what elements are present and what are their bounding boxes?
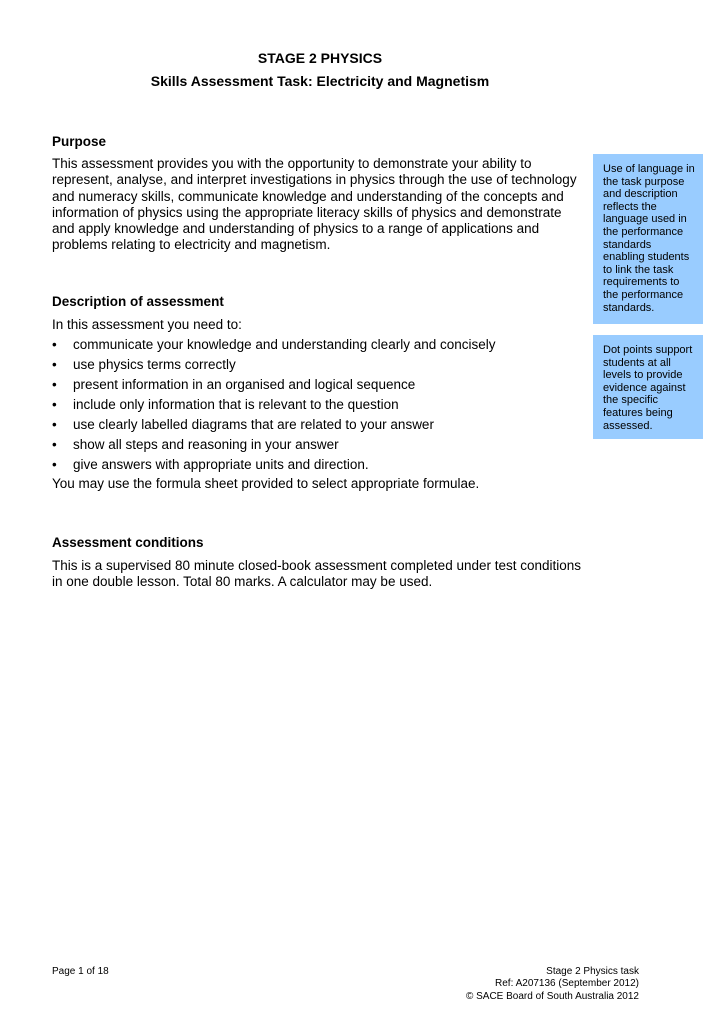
list-item xyxy=(52,357,587,377)
bullet-icon: • xyxy=(52,377,57,392)
sidebar-note-dot-points: Dot points support students at all levels to provide evidence against the specific features being assessed. xyxy=(593,335,703,439)
formula-sheet-note: You may use the formula sheet provided to select appropriate formulae. xyxy=(52,476,480,491)
description-intro: In this assessment you need to: xyxy=(52,317,242,332)
list-item xyxy=(52,337,587,357)
footer-copyright: © SACE Board of South Australia 2012 xyxy=(465,990,639,1002)
list-item xyxy=(52,377,587,397)
bullet-icon: • xyxy=(52,457,57,472)
bullet-icon: • xyxy=(52,437,57,452)
bullet-text: present information in an organised and logical sequence xyxy=(73,377,416,392)
footer-right xyxy=(466,966,639,1003)
list-item xyxy=(52,457,587,477)
list-item xyxy=(52,437,587,457)
page-title: STAGE 2 PHYSICS xyxy=(257,50,383,66)
purpose-heading: Purpose xyxy=(52,134,107,149)
purpose-text: This assessment provides you with the opportunity to demonstrate your ability to represent, analyse, and interpret investigations in physics through the use of technology and numeracy skills, communicate knowledge and understanding of the concepts and information of physics using the appropriate literacy skills of physics and demonstrate and apply knowledge and understanding of physics to a range of applications and problems relating to electricity and magnetism. xyxy=(52,156,577,253)
description-heading: Description of assessment xyxy=(52,294,224,309)
bullet-text: show all steps and reasoning in your answer xyxy=(73,437,339,452)
footer-task: Stage 2 Physics task xyxy=(546,966,639,977)
page-number: Page 1 of 18 xyxy=(52,966,109,977)
bullet-icon: • xyxy=(52,397,57,412)
sidebar-note-language: Use of language in the task purpose and description reflects the language used in the performance standards enabling students to link the task requirements to the performance standards. xyxy=(593,154,703,324)
list-item xyxy=(52,417,587,437)
bullet-text: include only information that is relevant to the question xyxy=(73,397,399,412)
requirements-list xyxy=(52,337,587,477)
bullet-text: communicate your knowledge and understanding clearly and concisely xyxy=(73,337,496,352)
list-item xyxy=(52,397,587,417)
bullet-text: give answers with appropriate units and direction. xyxy=(73,457,369,472)
bullet-text: use clearly labelled diagrams that are related to your answer xyxy=(73,417,434,432)
bullet-icon: • xyxy=(52,357,57,372)
bullet-icon: • xyxy=(52,417,57,432)
bullet-text: use physics terms correctly xyxy=(73,357,236,372)
bullet-icon: • xyxy=(52,337,57,352)
conditions-heading: Assessment conditions xyxy=(52,535,204,550)
footer-ref: Ref: A207136 (September 2012) xyxy=(495,978,639,990)
conditions-text: This is a supervised 80 minute closed-book assessment completed under test conditions in one double lesson. Total 80 marks. A calculator may be used. xyxy=(52,558,582,590)
page-subtitle: Skills Assessment Task: Electricity and Magnetism xyxy=(150,73,490,89)
